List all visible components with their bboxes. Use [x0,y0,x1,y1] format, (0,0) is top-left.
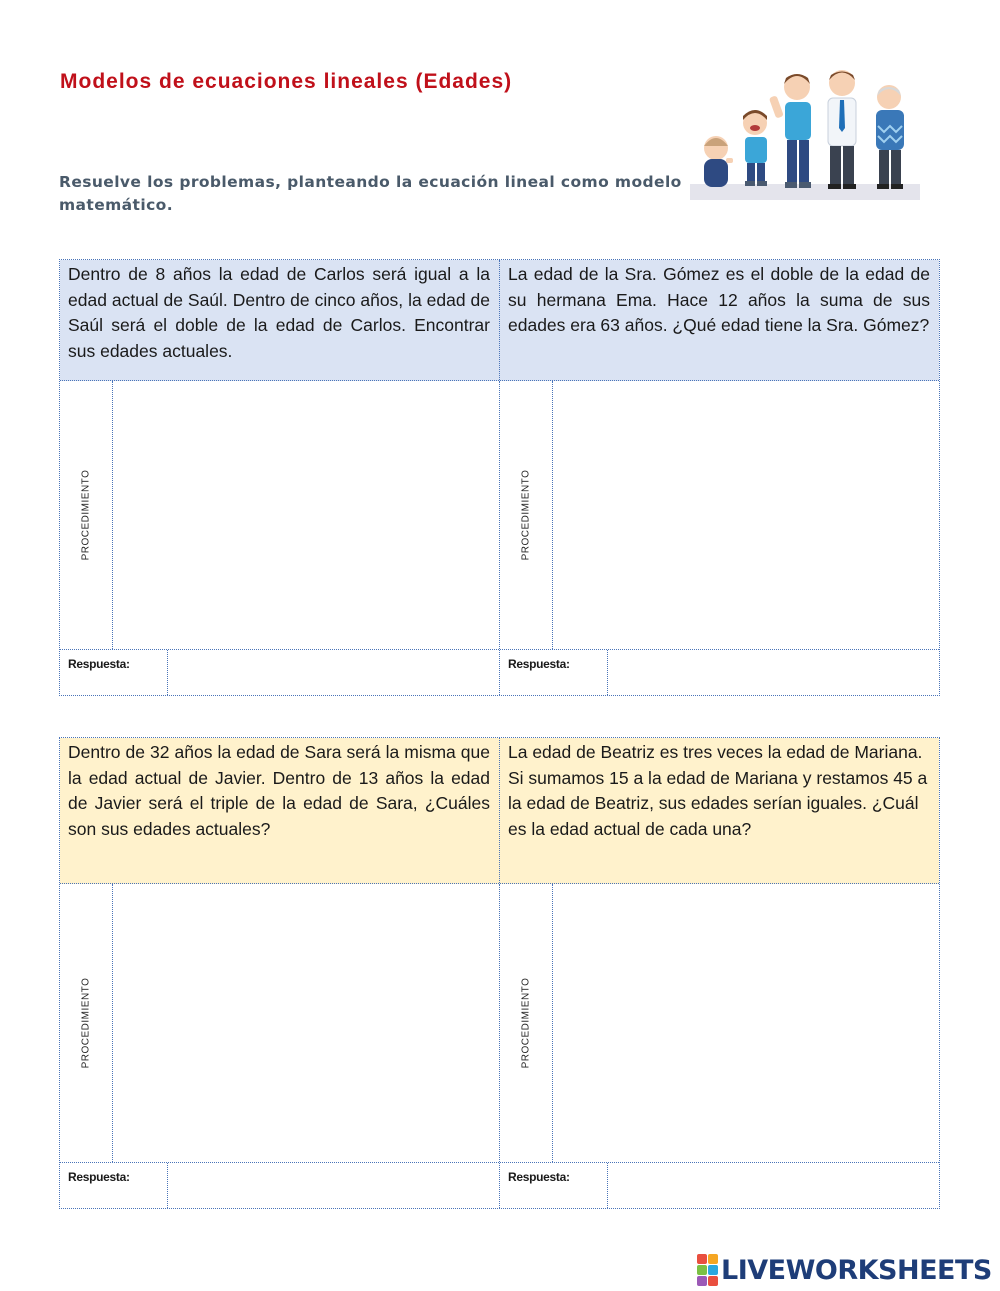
procedure-label: PROCEDIMIENTO [520,469,532,561]
answer-cell [500,1163,939,1208]
instructions-text: Resuelve los problemas, planteando la ecuación lineal como modelo matemático. [59,173,682,214]
family-illustration [690,66,920,202]
question-row [60,260,939,381]
answer-label: Respuesta: [500,650,608,695]
procedure-label: PROCEDIMIENTO [80,977,92,1069]
answer-cell [60,1163,500,1208]
answer-field-3[interactable] [168,1163,499,1208]
logo-mark-icon [697,1254,718,1286]
answer-row [60,650,939,695]
baby-figure [704,136,733,187]
procedure-area-2[interactable] [553,381,939,649]
procedure-cell [60,381,500,649]
question-row [60,738,939,884]
answer-cell [500,650,939,695]
procedure-area-1[interactable] [113,381,499,649]
procedure-row [60,884,939,1163]
teen-figure [769,74,811,188]
procedure-label-cell [60,381,113,649]
procedure-cell [500,381,939,649]
procedure-area-4[interactable] [553,884,939,1162]
child-figure [743,110,767,186]
procedure-row [60,381,939,650]
answer-row [60,1163,939,1208]
procedure-label-cell [500,381,553,649]
answer-label: Respuesta: [500,1163,608,1208]
answer-field-4[interactable] [608,1163,939,1208]
worksheet-title: Modelos de ecuaciones lineales (Edades) [60,70,513,93]
dad-figure [828,70,856,189]
answer-field-2[interactable] [608,650,939,695]
answer-label: Respuesta: [60,650,168,695]
procedure-cell [500,884,939,1162]
answer-label: Respuesta: [60,1163,168,1208]
grandpa-figure [876,85,904,189]
liveworksheets-logo [697,1255,992,1285]
problem-block-2 [59,737,940,1209]
procedure-cell [60,884,500,1162]
procedure-label: PROCEDIMIENTO [520,977,532,1069]
procedure-label-cell [500,884,553,1162]
procedure-label-cell [60,884,113,1162]
problem-3-text: Dentro de 32 años la edad de Sara será la misma que la edad actual de Javier. Dentro de 13 años la edad de Javier será el triple de la edad de Sara, ¿Cuáles son sus edades actuales? [60,738,500,883]
problem-2-text: La edad de la Sra. Gómez es el doble de la edad de su hermana Ema. Hace 12 años la suma de sus edades era 63 años. ¿Qué edad tiene la Sra. Gómez? [508,264,930,335]
problem-block-1 [59,259,940,696]
problem-4-text: La edad de Beatriz es tres veces la edad de Mariana. Si sumamos 15 a la edad de Mariana y restamos 45 a la edad de Beatriz, sus edades serían iguales. ¿Cuál es la edad actual de cada una? [508,742,928,839]
logo-text: LIVEWORKSHEETS [721,1254,992,1286]
answer-cell [60,650,500,695]
problem-1-text: Dentro de 8 años la edad de Carlos será igual a la edad actual de Saúl. Dentro de cinco años, la edad de Saúl será el doble de la edad de Carlos. Encontrar sus edades actuales. [60,260,500,380]
procedure-label: PROCEDIMIENTO [80,469,92,561]
procedure-area-3[interactable] [113,884,499,1162]
answer-field-1[interactable] [168,650,499,695]
